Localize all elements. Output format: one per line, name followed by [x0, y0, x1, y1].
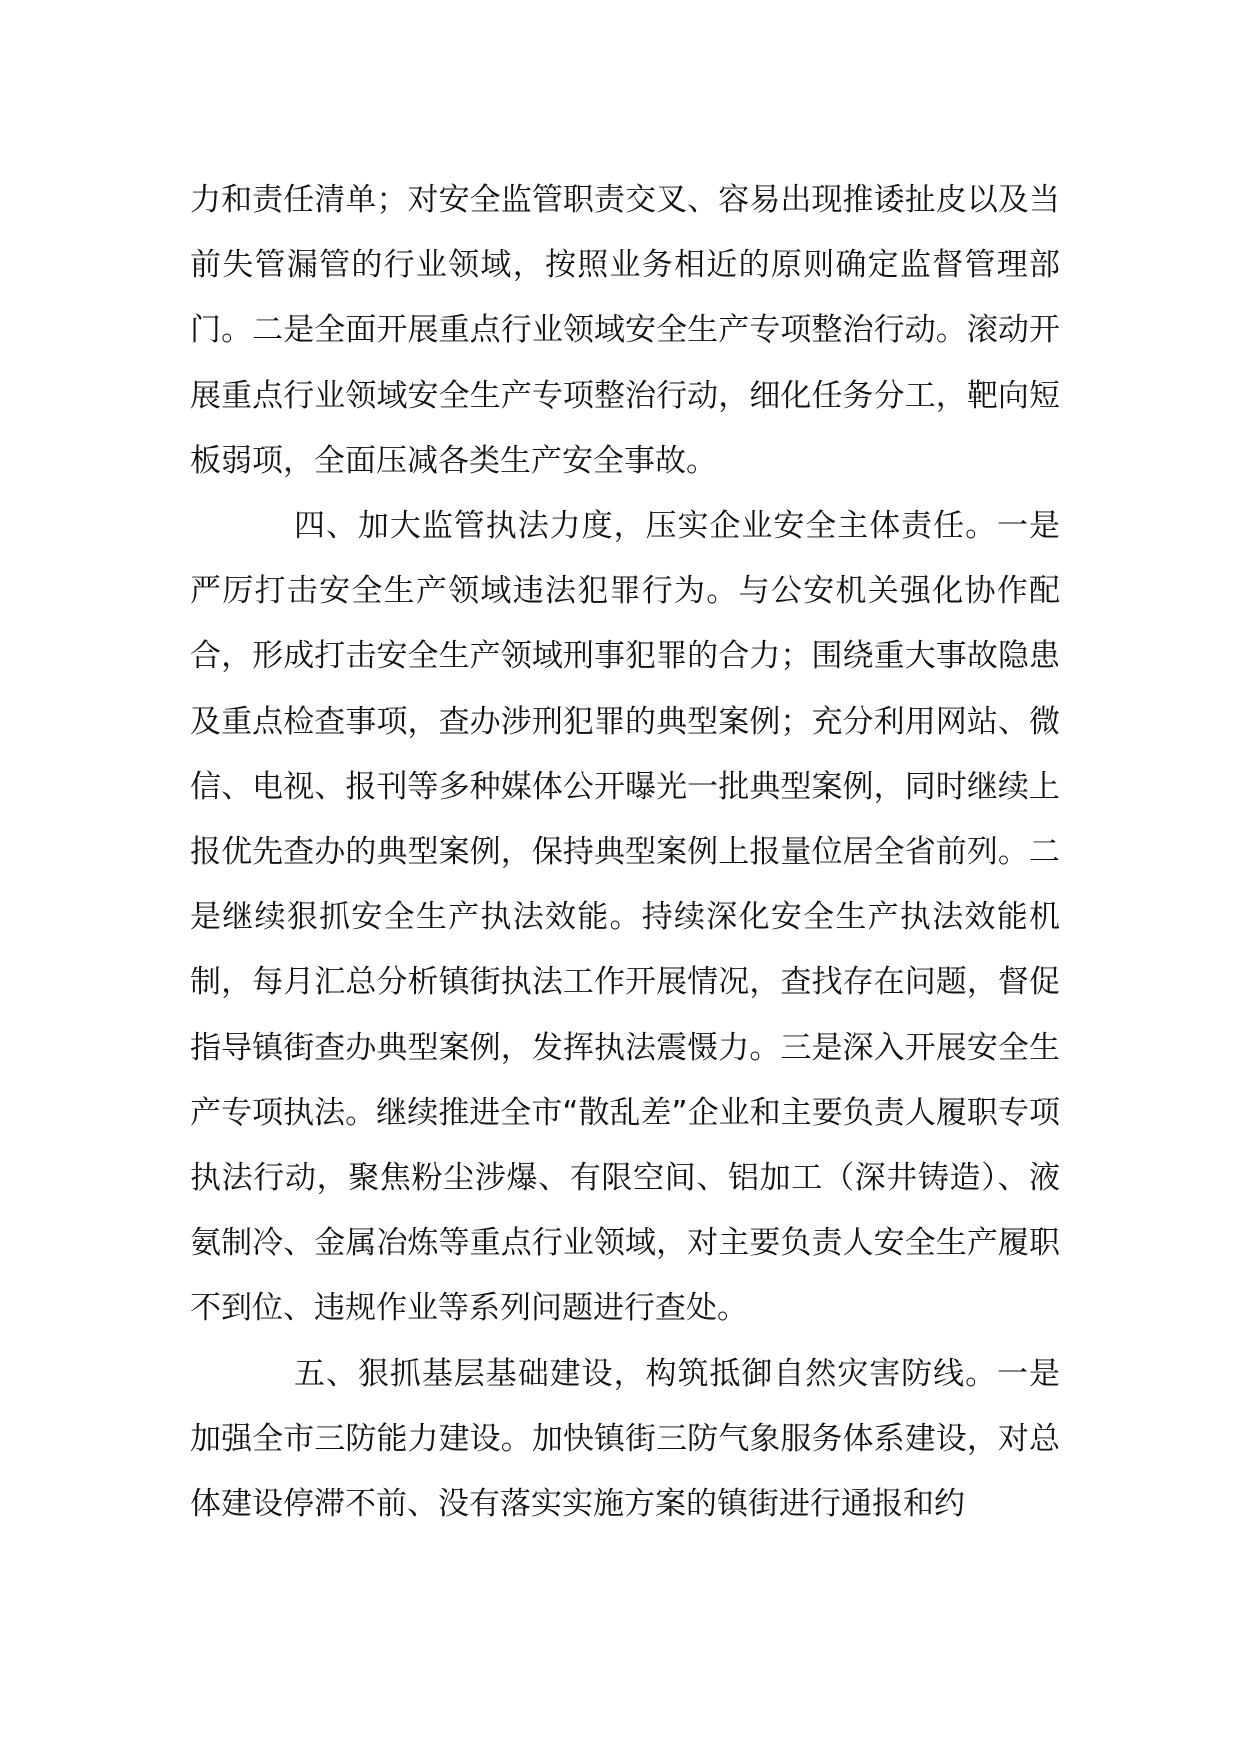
paragraph-continued: 力和责任清单；对安全监管职责交叉、容易出现推诿扯皮以及当前失管漏管的行业领域，按照业务相近的原则确定监督管理部门。二是全面开展重点行业领域安全生产专项整治行动。滚动开展重点行业领域安全生产专项整治行动，细化任务分工，靶向短板弱项，全面压减各类生产安全事故。 — [190, 182, 1060, 479]
paragraph-section-five: 五、狠抓基层基础建设，构筑抵御自然灾害防线。一是加强全市三防能力建设。加快镇街三防气象服务体系建设，对总体建设停滞不前、没有落实实施方案的镇街进行通报和约 — [190, 1355, 1060, 1523]
paragraph-section-four: 四、加大监管执法力度，压实企业安全主体责任。一是严厉打击安全生产领域违法犯罪行为。与公安机关强化协作配合，形成打击安全生产领域刑事犯罪的合力；围绕重大事故隐患及重点检查事项，查办涉刑犯罪的典型案例；充分利用网站、微信、电视、报刊等多种媒体公开曝光一批典型案例，同时继续上报优先查办的典型案例，保持典型案例上报量位居全省前列。二是继续狠抓安全生产执法效能。持续深化安全生产执法效能机制，每月汇总分析镇街执法工作开展情况，查找存在问题，督促指导镇街查办典型案例，发挥执法震慑力。三是深入开展安全生产专项执法。继续推进全市“散乱差”企业和主要负责人履职专项执法行动，聚焦粉尘涉爆、有限空间、铝加工（深井铸造）、液氨制冷、金属冶炼等重点行业领域，对主要负责人安全生产履职不到位、违规作业等系列问题进行查处。 — [190, 508, 1060, 1327]
document-body — [190, 168, 1060, 1537]
